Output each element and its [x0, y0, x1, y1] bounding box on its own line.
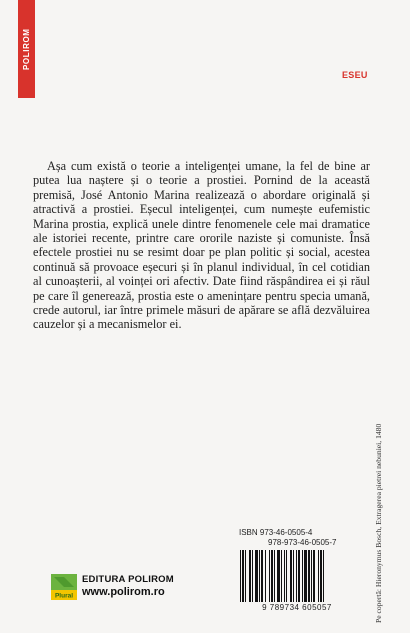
- barcode-bar: [281, 550, 282, 602]
- barcode-bar: [242, 550, 244, 602]
- genre-label: ESEU: [342, 70, 368, 80]
- publisher-info: [82, 574, 174, 599]
- isbn-block: [239, 528, 359, 547]
- publisher-tab-label: POLIROM: [22, 28, 31, 70]
- barcode-bar: [318, 550, 319, 602]
- barcode-bar: [296, 550, 297, 602]
- barcode: [238, 550, 356, 602]
- barcode-bar: [269, 550, 270, 602]
- publisher-name: EDITURA POLIROM: [82, 574, 174, 585]
- barcode-bar: [271, 550, 273, 602]
- barcode-bar: [304, 550, 307, 602]
- barcode-bar: [259, 550, 260, 602]
- barcode-bar: [286, 550, 287, 602]
- barcode-bar: [313, 550, 315, 602]
- barcode-digits: 9 789734 605057: [262, 603, 332, 612]
- barcode-bar: [284, 550, 285, 602]
- blurb-text: Așa cum există o teorie a inteligenței umane, la fel de bine ar putea lua naștere și o teorie a prostiei. Pornind de la această premisă, José Antonio Marina realizează o abordare originală și atractivă a prostiei. Eșecul inteligenței, cum numește eufemistic Marina prostia, explică unele dintre fenomenele cele mai dramatice ale istoriei recente, printre care ororile naziste și comuniste. Însă efectele prostiei nu se resimt doar pe plan politic și social, acestea continuă să provoace eșecuri și în planul individual, în cel cotidian al cunoașterii, al voinței ori afectiv. Date fiind răspândirea ei și răul pe care îl generează, prostia este o amenințare pentru specia umană, crede autorul, iar între primele măsuri de apărare se află dezvăluirea cauzelor și a mecanismelor ei.: [33, 159, 370, 332]
- barcode-bar: [290, 550, 292, 602]
- barcode-bar: [255, 550, 258, 602]
- barcode-bar: [261, 550, 263, 602]
- plural-logo-text: Plural: [54, 592, 74, 600]
- barcode-bar: [249, 550, 251, 602]
- barcode-bar: [277, 550, 280, 602]
- barcode-bar: [308, 550, 310, 602]
- barcode-bar: [274, 550, 275, 602]
- barcode-bar: [298, 550, 300, 602]
- publisher-side-tab: [18, 0, 35, 98]
- barcode-bar: [302, 550, 303, 602]
- isbn-10: ISBN 973-46-0505-4: [239, 528, 313, 537]
- publisher-url[interactable]: www.polirom.ro: [82, 586, 165, 598]
- barcode-bar: [320, 550, 322, 602]
- barcode-bar: [240, 550, 241, 602]
- barcode-bar: [323, 550, 324, 602]
- barcode-bar: [252, 550, 253, 602]
- plural-logo: [51, 574, 77, 600]
- barcode-bar: [311, 550, 312, 602]
- barcode-bar: [293, 550, 294, 602]
- cover-credit: Pe copertă: Hieronymus Bosch, Extragerea pietrei nebuniei, 1480: [374, 423, 383, 623]
- isbn-13: 978-973-46-0505-7: [268, 537, 337, 547]
- barcode-bar: [245, 550, 246, 602]
- barcode-bar: [265, 550, 266, 602]
